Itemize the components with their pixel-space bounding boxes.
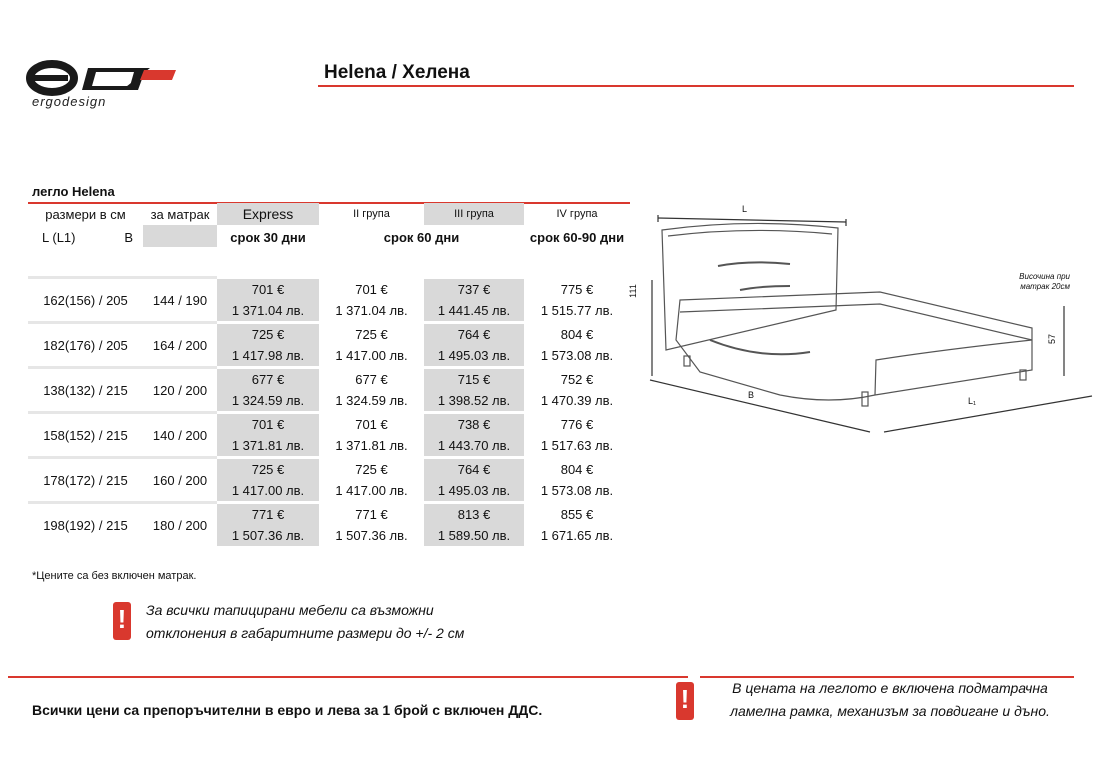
- row-size: 178(172) / 215: [28, 458, 143, 503]
- price-eur-group-3: 737 €: [424, 278, 524, 301]
- row-size: 162(156) / 205: [28, 278, 143, 323]
- col-header-group-3: III група: [424, 203, 524, 225]
- price-bgn-group-2: 1 417.00 лв.: [335, 483, 408, 498]
- row-mattress: 120 / 200: [143, 368, 217, 413]
- price-eur-group-3: 764 €: [424, 458, 524, 481]
- dimension-label-l1: L₁: [968, 396, 977, 406]
- price-eur-group-4: 775 €: [524, 278, 630, 301]
- price-bgn-group-2: 1 507.36 лв.: [335, 528, 408, 543]
- footer-divider-left: [8, 676, 688, 678]
- row-mattress: 140 / 200: [143, 413, 217, 458]
- row-size: 198(192) / 215: [28, 503, 143, 547]
- size-subheader-b: B: [124, 229, 133, 245]
- price-bgn-group-3: 1 495.03 лв.: [424, 345, 524, 368]
- drawing-note-line-2: матрак 20см: [1020, 282, 1070, 291]
- footer-included-line-1: В цената на леглото е включена подматрачна: [732, 680, 1048, 696]
- page-title: Helena / Хелена: [324, 62, 470, 83]
- warning-icon: [113, 602, 131, 640]
- price-bgn-group-4: 1 671.65 лв.: [540, 528, 614, 543]
- price-eur-group-2: 701 €: [319, 278, 424, 301]
- title-divider: [318, 85, 1074, 87]
- price-bgn-group-3: 1 443.70 лв.: [424, 435, 524, 458]
- drawing-note-line-1: Височина при: [1019, 272, 1070, 281]
- price-eur-group-4: 752 €: [524, 368, 630, 391]
- price-bgn-group-4: 1 515.77 лв.: [540, 303, 614, 318]
- price-bgn-express: 1 371.81 лв.: [217, 435, 319, 458]
- price-eur-express: 701 €: [217, 278, 319, 301]
- dimension-label-l: L: [742, 204, 748, 214]
- size-subheader-l: L (L1): [42, 229, 76, 245]
- table-row: [28, 323, 630, 346]
- price-eur-group-2: 725 €: [319, 323, 424, 346]
- row-mattress: 160 / 200: [143, 458, 217, 503]
- price-bgn-express: 1 371.04 лв.: [217, 300, 319, 323]
- price-bgn-group-3: 1 589.50 лв.: [424, 525, 524, 546]
- price-bgn-group-3: 1 495.03 лв.: [424, 480, 524, 503]
- logo-text: ergodesign: [32, 94, 107, 109]
- price-eur-group-2: 701 €: [319, 413, 424, 436]
- tolerance-warning: [146, 599, 464, 645]
- col-header-express: Express: [217, 203, 319, 225]
- footer-included-note: [712, 677, 1068, 723]
- price-eur-express: 771 €: [217, 503, 319, 526]
- price-bgn-group-2: 1 324.59 лв.: [335, 393, 408, 408]
- price-eur-group-3: 715 €: [424, 368, 524, 391]
- price-bgn-group-4: 1 573.08 лв.: [540, 483, 614, 498]
- price-eur-express: 677 €: [217, 368, 319, 391]
- price-bgn-express: 1 507.36 лв.: [217, 525, 319, 546]
- price-eur-group-3: 738 €: [424, 413, 524, 436]
- row-size: 138(132) / 215: [28, 368, 143, 413]
- price-eur-express: 725 €: [217, 458, 319, 481]
- col-header-mattress: за матрак: [150, 206, 210, 222]
- price-bgn-group-2: 1 371.81 лв.: [335, 438, 408, 453]
- price-eur-group-4: 776 €: [524, 413, 630, 436]
- row-size: 182(176) / 205: [28, 323, 143, 368]
- price-eur-group-2: 771 €: [319, 503, 424, 526]
- size-subheader: [28, 225, 143, 249]
- mattress-subheader: [143, 225, 217, 249]
- price-bgn-express: 1 417.00 лв.: [217, 480, 319, 503]
- price-bgn-group-2: 1 371.04 лв.: [335, 303, 408, 318]
- table-row: [28, 413, 630, 436]
- row-mattress: 180 / 200: [143, 503, 217, 547]
- table-row: [28, 503, 630, 526]
- footer-price-note: Всички цени са препоръчителни в евро и лева за 1 брой с включен ДДС.: [32, 702, 543, 718]
- dimension-label-b: B: [748, 390, 755, 400]
- price-eur-group-4: 804 €: [524, 458, 630, 481]
- price-bgn-group-3: 1 441.45 лв.: [424, 300, 524, 323]
- table-row: [28, 458, 630, 481]
- footer-included-line-2: ламелна рамка, механизъм за повдигане и дъно.: [730, 703, 1050, 719]
- row-mattress: 164 / 200: [143, 323, 217, 368]
- price-eur-group-3: 813 €: [424, 503, 524, 526]
- tolerance-warning-line-2: отклонения в габаритните размери до +/- 2 см: [146, 625, 465, 641]
- term-group-4: срок 60-90 дни: [529, 229, 625, 245]
- price-bgn-group-4: 1 573.08 лв.: [540, 348, 614, 363]
- price-eur-group-2: 725 €: [319, 458, 424, 481]
- product-subtitle: легло Helena: [32, 184, 115, 199]
- col-header-group-4: IV група: [556, 208, 598, 220]
- col-header-group-2: II група: [353, 208, 390, 220]
- term-express: срок 30 дни: [230, 229, 306, 245]
- col-header-size: размери в см: [45, 206, 126, 222]
- bed-dimension-drawing: [640, 200, 1100, 440]
- table-row: [28, 278, 630, 301]
- price-bgn-express: 1 417.98 лв.: [217, 345, 319, 368]
- price-bgn-express: 1 324.59 лв.: [217, 390, 319, 413]
- dimension-label-height: 111: [627, 284, 638, 298]
- price-table: [28, 203, 630, 546]
- tolerance-warning-line-1: За всички тапицирани мебели са възможни: [146, 602, 434, 618]
- table-row: [28, 368, 630, 391]
- price-eur-express: 725 €: [217, 323, 319, 346]
- price-bgn-group-3: 1 398.52 лв.: [424, 390, 524, 413]
- price-eur-group-4: 804 €: [524, 323, 630, 346]
- price-eur-group-4: 855 €: [524, 503, 630, 526]
- term-group-2-3: срок 60 дни: [383, 229, 460, 245]
- row-size: 158(152) / 215: [28, 413, 143, 458]
- price-bgn-group-2: 1 417.00 лв.: [335, 348, 408, 363]
- dimension-label-mattress-height: 57: [1047, 333, 1058, 345]
- mattress-note: *Цените са без включен матрак.: [32, 570, 197, 582]
- warning-icon: [676, 682, 694, 720]
- price-eur-group-3: 764 €: [424, 323, 524, 346]
- price-eur-group-2: 677 €: [319, 368, 424, 391]
- drawing-note: [1000, 272, 1070, 292]
- price-bgn-group-4: 1 517.63 лв.: [540, 438, 614, 453]
- price-eur-express: 701 €: [217, 413, 319, 436]
- price-bgn-group-4: 1 470.39 лв.: [540, 393, 614, 408]
- row-mattress: 144 / 190: [143, 278, 217, 323]
